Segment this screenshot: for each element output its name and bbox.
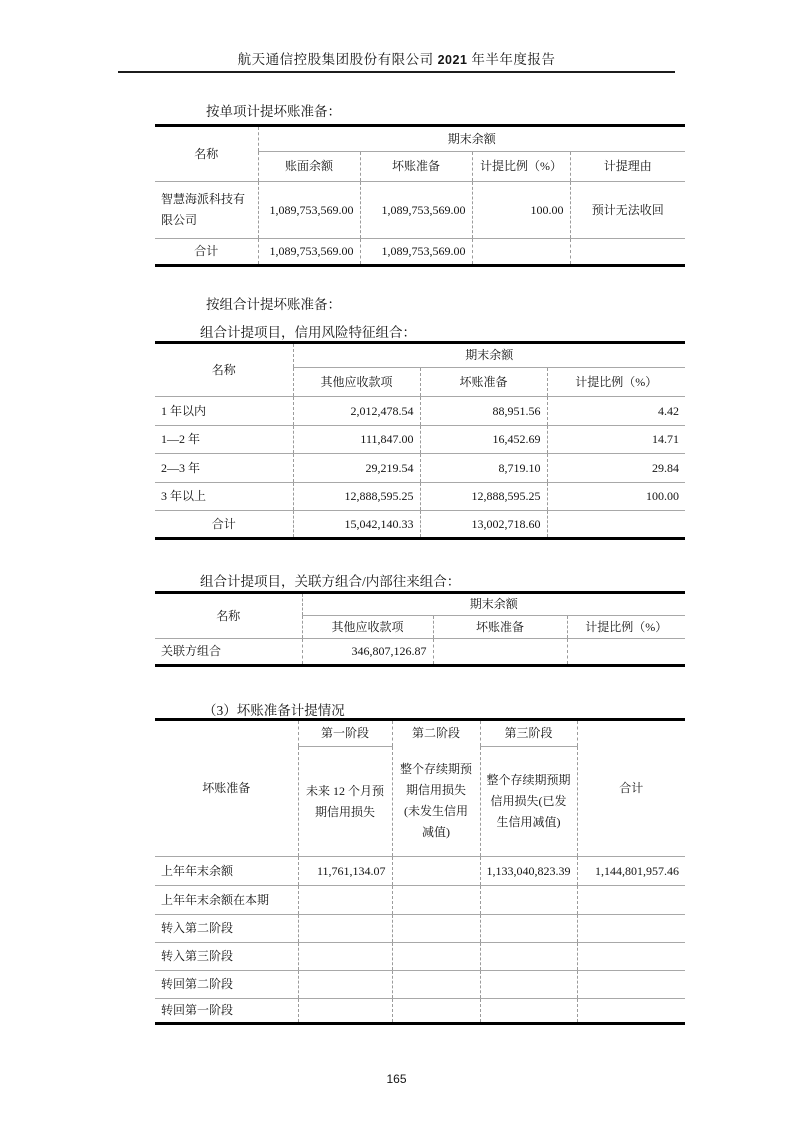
amount-cell [480,915,577,943]
amount-cell [298,943,392,971]
amount-cell [480,999,577,1024]
amount-cell [392,999,480,1024]
amount-cell: 11,761,134.07 [298,857,392,886]
amount-cell [433,639,567,666]
ratio-cell [567,639,685,666]
column-header-name: 名称 [194,146,219,161]
ratio-cell [472,239,570,266]
table-row [155,483,685,511]
column-header-ratio: 计提比例（%） [472,152,570,182]
column-header-other-receivables: 其他应收款项 [302,616,433,639]
table-row [155,426,685,454]
table-row [155,943,685,971]
header-company-name: 航天通信控股集团股份有限公司 [237,52,434,67]
name-cell: 智慧海派科技有限公司 [155,182,258,239]
row-label-cell: 上年年末余额 [155,857,298,886]
amount-cell [577,971,685,999]
reason-cell: 预计无法收回 [570,182,685,239]
ratio-cell: 4.42 [547,397,685,426]
amount-cell: 2,012,478.54 [293,397,420,426]
amount-cell [392,971,480,999]
table-row [155,971,685,999]
heading-individual-provision: 按单项计提坏账准备： [206,104,341,119]
column-header-stage1: 第一阶段 [298,720,392,747]
ratio-cell: 100.00 [472,182,570,239]
amount-cell: 1,089,753,569.00 [258,182,360,239]
amount-cell: 16,452.69 [420,426,547,454]
amount-cell [577,999,685,1024]
aging-label-cell: 1—2 年 [155,426,293,454]
stage1-description-cell: 未来 12 个月预期信用损失 [298,747,392,857]
stage2-description-cell: 整个存续期预期信用损失(未发生信用减值) [392,747,480,857]
column-header-stage2: 第二阶段 [392,720,480,747]
ratio-cell: 29.84 [547,454,685,483]
amount-cell: 88,951.56 [420,397,547,426]
amount-cell [392,857,480,886]
reason-cell [570,239,685,266]
table-row [155,454,685,483]
amount-cell [298,999,392,1024]
column-header-stage3: 第三阶段 [480,720,577,747]
amount-cell: 29,219.54 [293,454,420,483]
amount-cell: 1,144,801,957.46 [577,857,685,886]
header-year: 2021 [437,53,468,67]
table-row [155,915,685,943]
page-number: 165 [386,1072,407,1086]
amount-cell [298,915,392,943]
table-total-row [155,239,685,266]
amount-cell: 1,089,753,569.00 [360,239,472,266]
ratio-cell [547,511,685,539]
amount-cell: 346,807,126.87 [302,639,433,666]
row-label-cell: 转回第一阶段 [155,999,298,1024]
amount-cell [577,943,685,971]
amount-cell: 1,133,040,823.39 [480,857,577,886]
credit-risk-portfolio-table [155,341,685,540]
column-header-book-balance: 账面余额 [258,152,360,182]
heading-portfolio-provision: 按组合计提坏账准备： [206,297,341,312]
amount-cell [577,886,685,915]
table-total-row [155,511,685,539]
table-row [155,886,685,915]
column-header-other-receivables: 其他应收款项 [293,368,420,397]
amount-cell [577,915,685,943]
portfolio-label-cell: 关联方组合 [155,639,302,666]
column-header-bad-debt: 坏账准备 [360,152,472,182]
table-row [155,999,685,1024]
column-header-name: 名称 [216,608,241,623]
total-label-cell: 合计 [155,239,258,266]
amount-cell: 13,002,718.60 [420,511,547,539]
amount-cell [480,943,577,971]
amount-cell [392,915,480,943]
document-header [0,48,793,68]
column-header-total: 合计 [577,720,685,857]
amount-cell [392,886,480,915]
table-row [155,639,685,666]
aging-label-cell: 1 年以内 [155,397,293,426]
amount-cell [298,886,392,915]
amount-cell: 15,042,140.33 [293,511,420,539]
amount-cell [298,971,392,999]
column-header-period-end: 期末余额 [302,593,685,616]
amount-cell: 1,089,753,569.00 [258,239,360,266]
related-party-portfolio-table [155,591,685,667]
column-header-reason: 计提理由 [570,152,685,182]
heading-credit-risk-portfolio: 组合计提项目，信用风险特征组合： [200,325,416,340]
column-header-period-end: 期末余额 [293,343,685,368]
amount-cell [480,971,577,999]
row-label-cell: 转入第二阶段 [155,915,298,943]
ratio-cell: 100.00 [547,483,685,511]
ratio-cell: 14.71 [547,426,685,454]
table-row [155,857,685,886]
stage3-description-cell: 整个存续期预期信用损失(已发生信用减值) [480,747,577,857]
amount-cell: 111,847.00 [293,426,420,454]
table-row [155,182,685,239]
amount-cell: 1,089,753,569.00 [360,182,472,239]
column-header-bad-debt: 坏账准备 [433,616,567,639]
row-label-cell: 转回第二阶段 [155,971,298,999]
table-header-row [155,343,685,368]
individual-provision-table [155,124,685,267]
table-header-row [155,126,685,152]
heading-provision-status: （3）坏账准备计提情况 [203,703,345,718]
amount-cell [392,943,480,971]
header-report-suffix: 年半年度报告 [471,52,556,67]
heading-related-party-portfolio: 组合计提项目，关联方组合/内部往来组合： [200,574,461,589]
provision-stages-table [155,718,685,1025]
table-header-row [155,593,685,616]
column-header-bad-debt: 坏账准备 [202,781,251,795]
total-label-cell: 合计 [155,511,293,539]
column-header-bad-debt: 坏账准备 [420,368,547,397]
row-label-cell: 转入第三阶段 [155,943,298,971]
table-header-row [155,720,685,747]
amount-cell: 12,888,595.25 [420,483,547,511]
aging-label-cell: 2—3 年 [155,454,293,483]
amount-cell: 8,719.10 [420,454,547,483]
amount-cell [480,886,577,915]
header-rule [118,71,675,73]
column-header-period-end: 期末余额 [258,126,685,152]
table-row [155,397,685,426]
column-header-ratio: 计提比例（%） [547,368,685,397]
column-header-name: 名称 [211,362,236,377]
amount-cell: 12,888,595.25 [293,483,420,511]
aging-label-cell: 3 年以上 [155,483,293,511]
row-label-cell: 上年年末余额在本期 [155,886,298,915]
column-header-ratio: 计提比例（%） [567,616,685,639]
